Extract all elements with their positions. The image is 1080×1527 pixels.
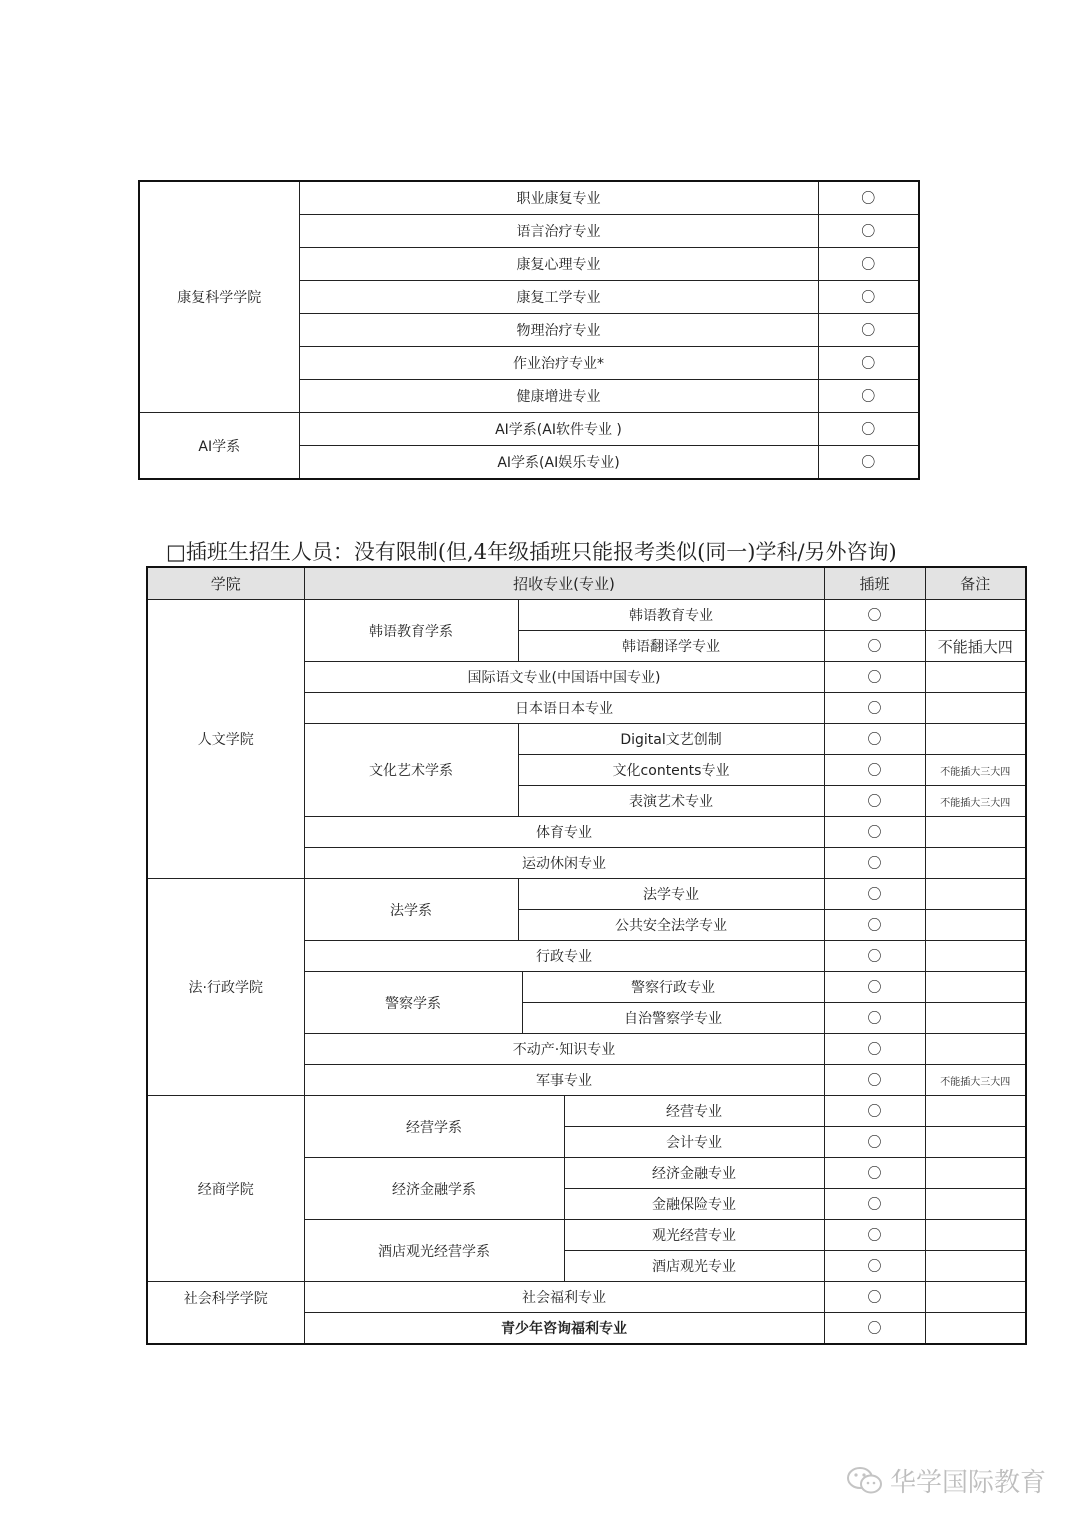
major-cell: 观光经营专业 [564, 1220, 824, 1251]
note-cell [925, 1189, 1026, 1220]
wechat-icon [846, 1465, 884, 1497]
transfer-mark: 〇 [818, 380, 919, 413]
college-cell: 经商学院 [147, 1096, 304, 1282]
major-cell: 运动休闲专业 [304, 848, 824, 879]
note-cell [925, 693, 1026, 724]
major-cell: 韩语教育专业 [518, 600, 824, 631]
note-cell [925, 972, 1026, 1003]
department-cell: 酒店观光经营学系 [304, 1220, 564, 1282]
header-note: 备注 [925, 567, 1026, 600]
table-header-row [147, 567, 1026, 600]
note-cell: 不能插大三大四 [925, 1065, 1026, 1096]
major-cell: 健康增进专业 [299, 380, 818, 413]
transfer-mark: 〇 [824, 1003, 925, 1034]
note-cell [925, 662, 1026, 693]
note-cell [925, 1034, 1026, 1065]
transfer-mark: 〇 [824, 817, 925, 848]
transfer-mark: 〇 [824, 1065, 925, 1096]
note-cell: 不能插大四 [925, 631, 1026, 662]
transfer-mark: 〇 [818, 281, 919, 314]
transfer-mark: 〇 [824, 1034, 925, 1065]
transfer-mark: 〇 [824, 755, 925, 786]
transfer-mark: 〇 [818, 347, 919, 380]
transfer-mark: 〇 [818, 181, 919, 215]
college-cell: 社会科学学院 [147, 1282, 304, 1345]
transfer-mark: 〇 [824, 910, 925, 941]
section-heading: □插班生招生人员：没有限制(但,4年级插班只能报考类似(同一)学科/另外咨询) [166, 540, 897, 564]
major-cell: 作业治疗专业* [299, 347, 818, 380]
note-cell [925, 1220, 1026, 1251]
college-cell: 人文学院 [147, 600, 304, 879]
college-cell: 法·行政学院 [147, 879, 304, 1096]
major-cell: 警察行政专业 [522, 972, 824, 1003]
note-cell [925, 848, 1026, 879]
department-cell: 法学系 [304, 879, 518, 941]
major-cell: 法学专业 [518, 879, 824, 910]
note-cell [925, 1251, 1026, 1282]
note-cell [925, 1003, 1026, 1034]
department-cell: 文化艺术学系 [304, 724, 518, 817]
table-row [139, 181, 919, 215]
major-cell: 公共安全法学专业 [518, 910, 824, 941]
major-cell: 金融保险专业 [564, 1189, 824, 1220]
transfer-admission-table [146, 566, 1027, 1345]
note-cell [925, 1282, 1026, 1313]
transfer-mark: 〇 [824, 1158, 925, 1189]
table-row [147, 1282, 1026, 1313]
note-cell [925, 910, 1026, 941]
note-cell [925, 879, 1026, 910]
transfer-mark: 〇 [818, 248, 919, 281]
major-cell: 军事专业 [304, 1065, 824, 1096]
transfer-mark: 〇 [824, 600, 925, 631]
transfer-mark: 〇 [824, 1220, 925, 1251]
rehab-ai-table [138, 180, 920, 480]
transfer-mark: 〇 [824, 1127, 925, 1158]
table-row [147, 1096, 1026, 1127]
major-cell: 经济金融专业 [564, 1158, 824, 1189]
watermark [846, 1462, 1046, 1499]
department-cell: 警察学系 [304, 972, 522, 1034]
note-cell: 不能插大三大四 [925, 755, 1026, 786]
major-cell: 日本语日本专业 [304, 693, 824, 724]
note-cell [925, 1158, 1026, 1189]
note-cell [925, 1313, 1026, 1345]
transfer-mark: 〇 [824, 786, 925, 817]
major-cell: 职业康复专业 [299, 181, 818, 215]
note-cell [925, 817, 1026, 848]
transfer-mark: 〇 [824, 972, 925, 1003]
major-cell: AI学系(AI软件专业 ) [299, 413, 818, 446]
transfer-mark: 〇 [824, 662, 925, 693]
transfer-mark: 〇 [824, 879, 925, 910]
transfer-mark: 〇 [818, 314, 919, 347]
major-cell: AI学系(AI娱乐专业) [299, 446, 818, 480]
transfer-mark: 〇 [824, 724, 925, 755]
transfer-mark: 〇 [818, 413, 919, 446]
transfer-mark: 〇 [818, 215, 919, 248]
note-cell [925, 1127, 1026, 1158]
transfer-mark: 〇 [818, 446, 919, 480]
transfer-mark: 〇 [824, 848, 925, 879]
note-cell [925, 600, 1026, 631]
transfer-mark: 〇 [824, 631, 925, 662]
major-cell: 康复工学专业 [299, 281, 818, 314]
major-cell: 青少年咨询福利专业 [304, 1313, 824, 1345]
major-cell: 康复心理专业 [299, 248, 818, 281]
header-college: 学院 [147, 567, 304, 600]
transfer-mark: 〇 [824, 693, 925, 724]
major-cell: 表演艺术专业 [518, 786, 824, 817]
header-major: 招收专业(专业) [304, 567, 824, 600]
department-cell: 经济金融学系 [304, 1158, 564, 1220]
note-cell [925, 941, 1026, 972]
department-cell: 韩语教育学系 [304, 600, 518, 662]
table-row [147, 600, 1026, 631]
major-cell: 物理治疗专业 [299, 314, 818, 347]
transfer-mark: 〇 [824, 1189, 925, 1220]
header-transfer: 插班 [824, 567, 925, 600]
department-cell: 经营学系 [304, 1096, 564, 1158]
transfer-mark: 〇 [824, 1282, 925, 1313]
transfer-mark: 〇 [824, 1313, 925, 1345]
transfer-mark: 〇 [824, 1251, 925, 1282]
major-cell: 社会福利专业 [304, 1282, 824, 1313]
table-row [139, 413, 919, 446]
major-cell: 会计专业 [564, 1127, 824, 1158]
major-cell: 不动产·知识专业 [304, 1034, 824, 1065]
major-cell: 经营专业 [564, 1096, 824, 1127]
transfer-mark: 〇 [824, 941, 925, 972]
note-cell: 不能插大三大四 [925, 786, 1026, 817]
major-cell: 文化contents专业 [518, 755, 824, 786]
college-cell: 康复科学学院 [139, 181, 299, 413]
major-cell: 行政专业 [304, 941, 824, 972]
table-row [147, 879, 1026, 910]
major-cell: Digital文艺创制 [518, 724, 824, 755]
major-cell: 体育专业 [304, 817, 824, 848]
transfer-mark: 〇 [824, 1096, 925, 1127]
watermark-text: 华学国际教育 [890, 1468, 1047, 1498]
major-cell: 国际语文专业(中国语中国专业) [304, 662, 824, 693]
note-cell [925, 724, 1026, 755]
major-cell: 酒店观光专业 [564, 1251, 824, 1282]
college-cell: AI学系 [139, 413, 299, 480]
note-cell [925, 1096, 1026, 1127]
major-cell: 语言治疗专业 [299, 215, 818, 248]
major-cell: 韩语翻译学专业 [518, 631, 824, 662]
major-cell: 自治警察学专业 [522, 1003, 824, 1034]
